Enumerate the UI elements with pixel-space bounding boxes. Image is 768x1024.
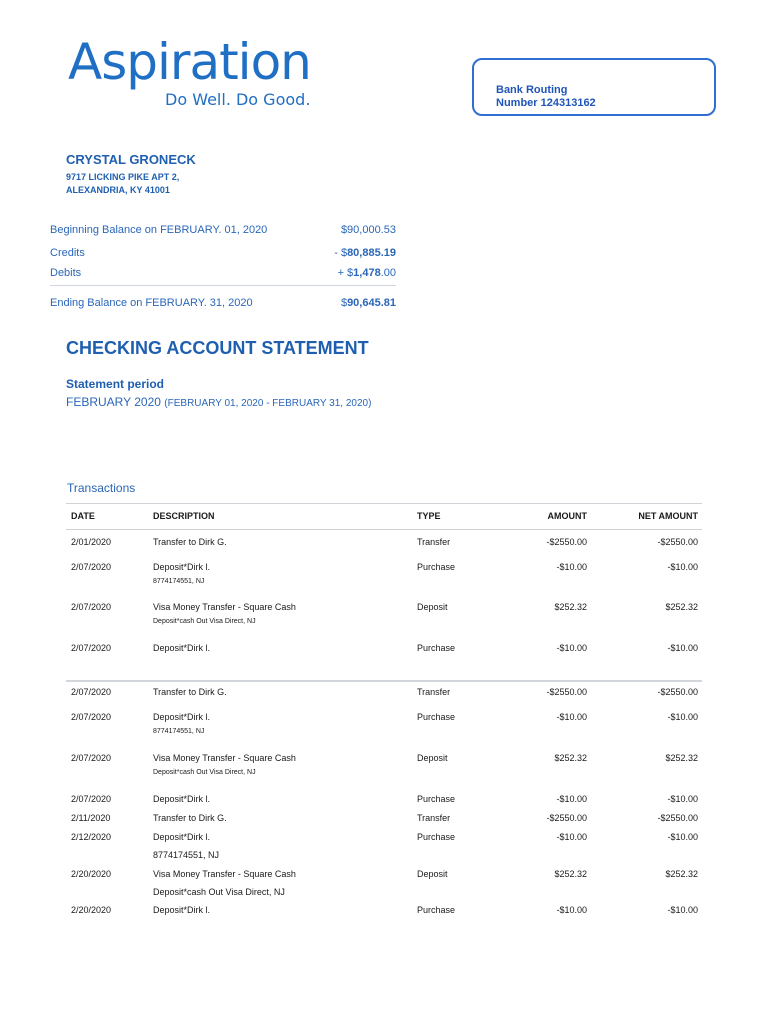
header-date: DATE: [71, 511, 95, 521]
table-row: [0, 687, 768, 701]
debits-cents: .00: [380, 267, 396, 279]
debits-value: 1,478: [353, 267, 381, 279]
table-row: [0, 562, 768, 585]
cell-date: 2/20/2020: [71, 869, 112, 879]
transactions-title: Transactions: [67, 481, 136, 495]
cell-description: Transfer to Dirk G.: [153, 537, 227, 547]
statement-period-range: (FEBRUARY 01, 2020 - FEBRUARY 31, 2020): [164, 398, 372, 409]
debits-amount: [338, 267, 396, 279]
cell-type: Deposit: [417, 602, 448, 612]
cell-type: Purchase: [417, 712, 456, 722]
cell-description-detail: Deposit*cash Out Visa Direct, NJ: [153, 618, 256, 625]
cell-amount: -$10.00: [556, 832, 587, 842]
summary-divider: [50, 285, 396, 286]
debits-prefix: + $: [337, 267, 354, 279]
cell-description: Deposit*Dirk l.: [153, 643, 211, 653]
statement-period: [66, 395, 371, 409]
cell-date: 2/01/2020: [71, 537, 112, 547]
cell-date: 2/07/2020: [71, 753, 112, 763]
cell-type: Transfer: [417, 537, 451, 547]
cell-date: 2/07/2020: [71, 712, 112, 722]
logo-tagline: Do Well. Do Good.: [165, 90, 311, 109]
cell-net-amount: $252.32: [665, 753, 698, 763]
cell-date: 2/07/2020: [71, 562, 112, 572]
customer-address-line1: 9717 LICKING PIKE APT 2,: [66, 172, 180, 182]
cell-net-amount: -$10.00: [667, 794, 698, 804]
cell-net-amount: -$10.00: [667, 905, 698, 915]
cell-description-detail: Deposit*cash Out Visa Direct, NJ: [153, 769, 256, 776]
cell-net-amount: -$10.00: [667, 562, 698, 572]
cell-type: Purchase: [417, 643, 456, 653]
table-row: [0, 753, 768, 776]
ending-balance-value: 90,645.81: [347, 297, 396, 309]
cell-date: 2/07/2020: [71, 687, 112, 697]
debits-label: Debits: [50, 267, 82, 279]
cell-amount: $252.32: [554, 869, 587, 879]
header-description: DESCRIPTION: [153, 511, 215, 521]
credits-prefix: - $: [334, 247, 348, 259]
cell-date: 2/07/2020: [71, 794, 112, 804]
table-row: [0, 794, 768, 808]
table-row: [0, 869, 768, 897]
table-row: [0, 905, 768, 919]
routing-label: Bank Routing: [496, 84, 568, 96]
statement-period-title: Statement period: [66, 377, 165, 391]
routing-number: Number 124313162: [496, 97, 596, 109]
table-top-border: [66, 503, 702, 504]
cell-type: Deposit: [417, 753, 448, 763]
cell-description: Deposit*Dirk l.: [153, 562, 211, 572]
cell-amount: -$2550.00: [546, 687, 587, 697]
beginning-balance-label: Beginning Balance on FEBRUARY. 01, 2020: [50, 224, 268, 236]
header-type: TYPE: [417, 511, 441, 521]
customer-name: CRYSTAL GRONECK: [66, 152, 196, 167]
cell-amount: -$10.00: [556, 905, 587, 915]
table-row: [0, 643, 768, 657]
table-row: [0, 602, 768, 625]
cell-description: Deposit*Dirk l.: [153, 712, 211, 722]
statement-period-month: FEBRUARY 2020: [66, 395, 161, 409]
cell-amount: -$10.00: [556, 712, 587, 722]
header-bottom-border: [66, 529, 702, 530]
cell-description-detail: Deposit*cash Out Visa Direct, NJ: [153, 887, 285, 897]
cell-date: 2/12/2020: [71, 832, 112, 842]
cell-description: Deposit*Dirk l.: [153, 794, 211, 804]
cell-amount: $252.32: [554, 602, 587, 612]
cell-net-amount: -$2550.00: [657, 813, 698, 823]
cell-description-detail: 8774174551, NJ: [153, 850, 220, 860]
cell-amount: $252.32: [554, 753, 587, 763]
table-row: [0, 832, 768, 860]
table-row: [0, 813, 768, 827]
ending-balance-amount: [341, 297, 396, 309]
customer-address-line2: ALEXANDRIA, KY 41001: [66, 185, 170, 195]
cell-type: Transfer: [417, 813, 451, 823]
cell-net-amount: -$2550.00: [657, 537, 698, 547]
cell-type: Deposit: [417, 869, 448, 879]
credits-value: 80,885.19: [347, 247, 396, 259]
cell-description: Deposit*Dirk l.: [153, 905, 211, 915]
table-row: [0, 712, 768, 735]
cell-amount: -$10.00: [556, 794, 587, 804]
cell-description: Visa Money Transfer - Square Cash: [153, 753, 296, 763]
logo-wordmark: Aspiration: [68, 33, 311, 91]
cell-description: Visa Money Transfer - Square Cash: [153, 869, 296, 879]
cell-description: Transfer to Dirk G.: [153, 813, 227, 823]
cell-date: 2/11/2020: [71, 813, 111, 823]
cell-amount: -$10.00: [556, 562, 587, 572]
cell-description: Visa Money Transfer - Square Cash: [153, 602, 296, 612]
beginning-balance-value: $90,000.53: [340, 224, 396, 236]
cell-description: Transfer to Dirk G.: [153, 687, 227, 697]
cell-type: Purchase: [417, 905, 456, 915]
cell-net-amount: -$10.00: [667, 712, 698, 722]
cell-description: Deposit*Dirk l.: [153, 832, 211, 842]
credits-amount: [334, 247, 396, 259]
cell-amount: -$10.00: [556, 643, 587, 653]
ending-balance-label: Ending Balance on FEBRUARY. 31, 2020: [50, 297, 253, 309]
cell-net-amount: -$10.00: [667, 832, 698, 842]
cell-amount: -$2550.00: [546, 537, 587, 547]
aspiration-logo: [68, 30, 318, 110]
cell-type: Purchase: [417, 562, 456, 572]
bank-routing-box: [472, 58, 716, 116]
cell-net-amount: -$10.00: [667, 643, 698, 653]
table-row: [0, 537, 768, 551]
credits-label: Credits: [50, 247, 85, 259]
cell-date: 2/07/2020: [71, 643, 112, 653]
cell-net-amount: $252.32: [665, 602, 698, 612]
cell-type: Transfer: [417, 687, 451, 697]
cell-type: Purchase: [417, 794, 456, 804]
header-net-amount: NET AMOUNT: [638, 511, 698, 521]
header-amount: AMOUNT: [547, 511, 587, 521]
cell-net-amount: $252.32: [665, 869, 698, 879]
cell-net-amount: -$2550.00: [657, 687, 698, 697]
cell-description-detail: 8774174551, NJ: [153, 578, 205, 585]
cell-date: 2/20/2020: [71, 905, 112, 915]
cell-date: 2/07/2020: [71, 602, 112, 612]
statement-title: CHECKING ACCOUNT STATEMENT: [66, 338, 369, 358]
cell-amount: -$2550.00: [546, 813, 587, 823]
cell-type: Purchase: [417, 832, 456, 842]
ending-prefix: $: [340, 297, 348, 309]
table-section-divider: [66, 680, 702, 682]
cell-description-detail: 8774174551, NJ: [153, 728, 205, 735]
